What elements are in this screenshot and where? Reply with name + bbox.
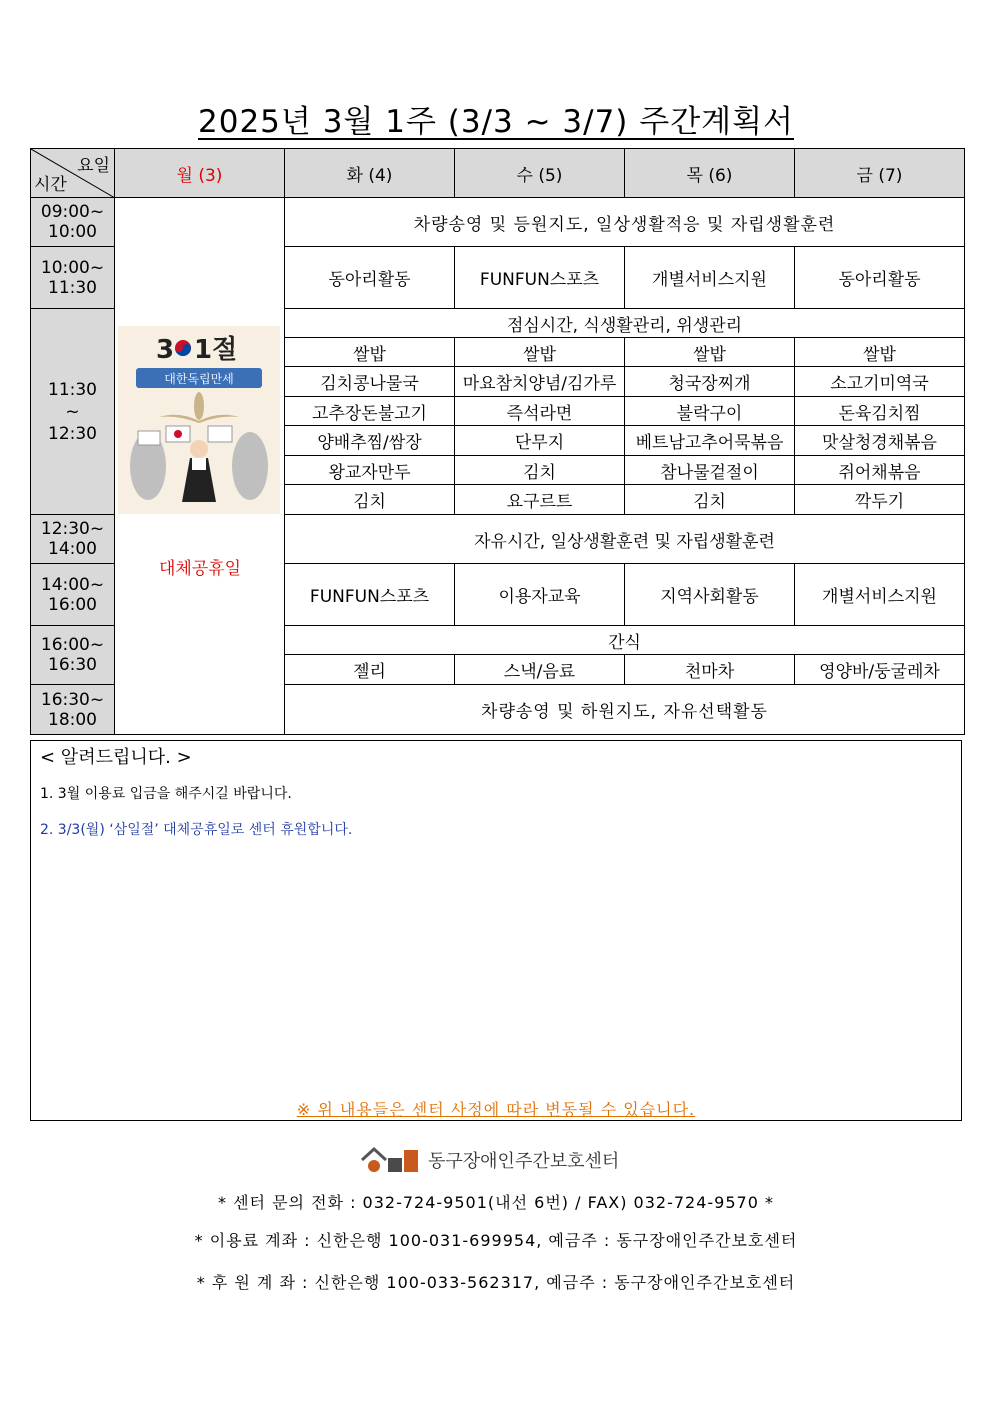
samiljeol-poster <box>118 326 280 514</box>
menu-cell: 왕교자만두 <box>285 456 455 485</box>
menu-cell: 김치콩나물국 <box>285 367 455 397</box>
snack-cell: 영양바/둥굴레차 <box>795 655 965 685</box>
lunch-title: 점심시간, 식생활관리, 위생관리 <box>285 309 965 338</box>
menu-cell: 양배추찜/쌈장 <box>285 426 455 456</box>
menu-cell: 고추장돈불고기 <box>285 397 455 426</box>
activity-cell: 이용자교육 <box>455 564 625 626</box>
activity-cell: FUNFUN스포츠 <box>285 564 455 626</box>
house-logo-icon <box>360 1146 422 1174</box>
menu-cell: 맛살청경채볶음 <box>795 426 965 456</box>
menu-cell: 베트남고추어묵볶음 <box>625 426 795 456</box>
notice-heading: < 알려드립니다. > <box>40 747 192 768</box>
poster-illustration <box>118 326 280 514</box>
weekly-schedule-table <box>30 148 965 735</box>
activity-cell: 동아리활동 <box>285 247 455 309</box>
header-row <box>31 149 965 198</box>
activity-cell: FUNFUN스포츠 <box>455 247 625 309</box>
time-cell: 16:30~ 18:00 <box>31 685 115 735</box>
menu-cell: 불락구이 <box>625 397 795 426</box>
poster-banner: 대한독립만세 <box>164 372 234 386</box>
notice-item-1: 1. 3월 이용료 입금을 해주시길 바랍니다. <box>40 786 292 802</box>
snack-cell: 천마차 <box>625 655 795 685</box>
menu-cell: 청국장찌개 <box>625 367 795 397</box>
snack-cell: 스낵/음료 <box>455 655 625 685</box>
afternoon-activity: 자유시간, 일상생활훈련 및 자립생활훈련 <box>285 515 965 564</box>
menu-cell: 깍두기 <box>795 485 965 515</box>
evening-activity: 차량송영 및 하원지도, 자유선택활동 <box>285 685 965 735</box>
time-label: 시간 <box>34 175 67 195</box>
row-0900 <box>31 198 965 247</box>
fee-account: * 이용료 계좌 : 신한은행 100-031-699954, 예금주 : 동구장애인주간보호센터 <box>194 1231 798 1250</box>
menu-cell: 참나물겉절이 <box>625 456 795 485</box>
activity-cell: 동아리활동 <box>795 247 965 309</box>
snack-title: 간식 <box>285 626 965 655</box>
menu-cell: 즉석라면 <box>455 397 625 426</box>
morning-activity: 차량송영 및 등원지도, 일상생활적응 및 자립생활훈련 <box>285 198 965 247</box>
activity-cell: 개별서비스지원 <box>795 564 965 626</box>
day-label: 요일 <box>77 156 110 176</box>
time-cell: 14:00~ 16:00 <box>31 564 115 626</box>
menu-cell: 마요참치양념/김가루 <box>455 367 625 397</box>
activity-cell: 지역사회활동 <box>625 564 795 626</box>
menu-cell: 김치 <box>285 485 455 515</box>
notice-warning: ※ 위 내용들은 센터 사정에 따라 변동될 수 있습니다. <box>296 1100 696 1119</box>
activity-cell: 개별서비스지원 <box>625 247 795 309</box>
donation-account: * 후 원 계 좌 : 신한은행 100-033-562317, 예금주 : 동구장애인주간보호센터 <box>196 1273 796 1292</box>
time-cell: 10:00~ 11:30 <box>31 247 115 309</box>
corner-cell <box>31 149 115 198</box>
day-header-fri: 금 (7) <box>795 149 965 198</box>
time-cell: 09:00~ 10:00 <box>31 198 115 247</box>
menu-cell: 돈육김치찜 <box>795 397 965 426</box>
snack-cell: 젤리 <box>285 655 455 685</box>
day-header-wed: 수 (5) <box>455 149 625 198</box>
day-header-mon: 월 (3) <box>115 149 285 198</box>
menu-cell: 김치 <box>455 456 625 485</box>
menu-cell: 소고기미역국 <box>795 367 965 397</box>
menu-cell: 김치 <box>625 485 795 515</box>
org-name: 동구장애인주간보호센터 <box>428 1151 620 1172</box>
notice-box <box>30 740 962 1121</box>
holiday-label: 대체공휴일 <box>158 559 242 579</box>
menu-cell: 쌀밥 <box>285 338 455 367</box>
page-title: 2025년 3월 1주 (3/3 ~ 3/7) 주간계획서 <box>198 104 794 140</box>
menu-cell: 쌀밥 <box>455 338 625 367</box>
time-cell: 11:30 ~ 12:30 <box>31 309 115 515</box>
time-cell: 16:00~ 16:30 <box>31 626 115 685</box>
menu-cell: 쥐어채볶음 <box>795 456 965 485</box>
menu-cell: 요구르트 <box>455 485 625 515</box>
menu-cell: 단무지 <box>455 426 625 456</box>
holiday-cell <box>115 198 285 735</box>
menu-cell: 쌀밥 <box>795 338 965 367</box>
time-cell: 12:30~ 14:00 <box>31 515 115 564</box>
day-header-thu: 목 (6) <box>625 149 795 198</box>
notice-item-2: 2. 3/3(월) ‘삼일절’ 대체공휴일로 센터 휴원합니다. <box>40 822 353 838</box>
org-logo <box>360 1145 619 1175</box>
menu-cell: 쌀밥 <box>625 338 795 367</box>
poster-title-b: 1절 <box>194 335 238 365</box>
contact-phone: * 센터 문의 전화 : 032-724-9501(내선 6번) / FAX) 032-724-9570 * <box>218 1193 774 1212</box>
poster-title-a: 3 <box>156 335 175 365</box>
day-header-tue: 화 (4) <box>285 149 455 198</box>
